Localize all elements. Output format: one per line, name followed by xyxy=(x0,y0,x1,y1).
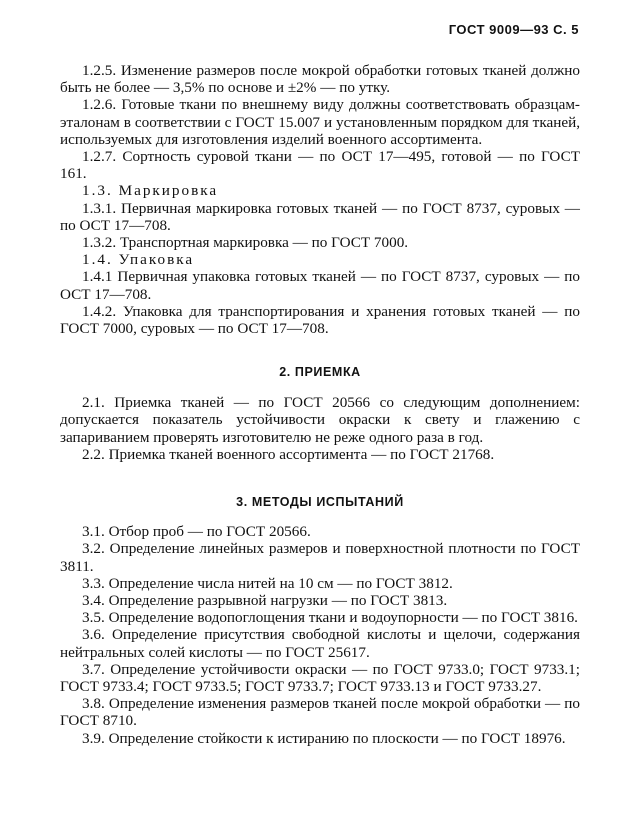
page-header: ГОСТ 9009—93 С. 5 xyxy=(448,22,579,37)
paragraph-1-2-7: 1.2.7. Сортность суровой ткани — по ОСТ 17—495, готовой — по ГОСТ 161. xyxy=(60,148,580,183)
paragraph-3-9: 3.9. Определение стойкости к истиранию по плоскости — по ГОСТ 18976. xyxy=(82,729,566,747)
section-3-block xyxy=(60,494,580,747)
section-1-block xyxy=(60,62,580,337)
paragraph-1-2-5: 1.2.5. Изменение размеров после мокрой обработки готовых тканей должно быть не более — 3,5% по основе и ±2% — по утку. xyxy=(60,62,580,97)
section-2-title: 2. ПРИЕМКА xyxy=(279,365,361,379)
paragraph-1-4-2: 1.4.2. Упаковка для транспортирования и хранения готовых тканей — по ГОСТ 7000, суровых — по ОСТ 17—708. xyxy=(60,302,580,338)
paragraph-3-8: 3.8. Определение изменения размеров тканей после мокрой обработки — по ГОСТ 8710. xyxy=(60,695,580,730)
heading-1-4-packing: 1.4. Упаковка xyxy=(82,251,195,269)
section-2-block xyxy=(60,364,580,463)
paragraph-1-3-2: 1.3.2. Транспортная маркировка — по ГОСТ 7000. xyxy=(82,234,409,252)
section-3-title: 3. МЕТОДЫ ИСПЫТАНИЙ xyxy=(236,495,404,509)
paragraph-3-3: 3.3. Определение числа нитей на 10 см — по ГОСТ 3812. xyxy=(82,574,453,592)
paragraph-2-2: 2.2. Приемка тканей военного ассортимента — по ГОСТ 21768. xyxy=(82,445,495,463)
paragraph-3-4: 3.4. Определение разрывной нагрузки — по ГОСТ 3813. xyxy=(82,592,448,610)
paragraph-1-3-1: 1.3.1. Первичная маркировка готовых тканей — по ГОСТ 8737, суровых — по ОСТ 17—708. xyxy=(60,199,580,234)
paragraph-3-1: 3.1. Отбор проб — по ГОСТ 20566. xyxy=(82,523,311,541)
paragraph-1-2-6: 1.2.6. Готовые ткани по внешнему виду должны соответствовать образцам-эталонам в соответствии с ГОСТ 15.007 и установленным порядком для тканей, используемых для изготовления изделий военного ассортимента. xyxy=(60,96,580,148)
paragraph-3-7: 3.7. Определение устойчивости окраски — по ГОСТ 9733.0; ГОСТ 9733.1; ГОСТ 9733.4; ГОСТ 9733.5; ГОСТ 9733.7; ГОСТ 9733.13 и ГОСТ 9733.27. xyxy=(60,660,580,696)
paragraph-3-5: 3.5. Определение водопоглощения ткани и водоупорности — по ГОСТ 3816. xyxy=(82,609,578,627)
heading-1-3-marking: 1.3. Маркировка xyxy=(82,182,219,200)
paragraph-1-4-1: 1.4.1 Первичная упаковка готовых тканей — по ГОСТ 8737, суровых — по ОСТ 17—708. xyxy=(60,268,580,303)
paragraph-2-1: 2.1. Приемка тканей — по ГОСТ 20566 со следующим дополнением: допускается показатель устойчивости окраски к свету и глажению с запариванием проверять изготовителю не реже одного раза в год. xyxy=(60,394,580,446)
paragraph-3-6: 3.6. Определение присутствия свободной кислоты и щелочи, содержания нейтральных солей кислоты — по ГОСТ 25617. xyxy=(60,626,580,661)
paragraph-3-2: 3.2. Определение линейных размеров и поверхностной плотности по ГОСТ 3811. xyxy=(60,540,580,575)
